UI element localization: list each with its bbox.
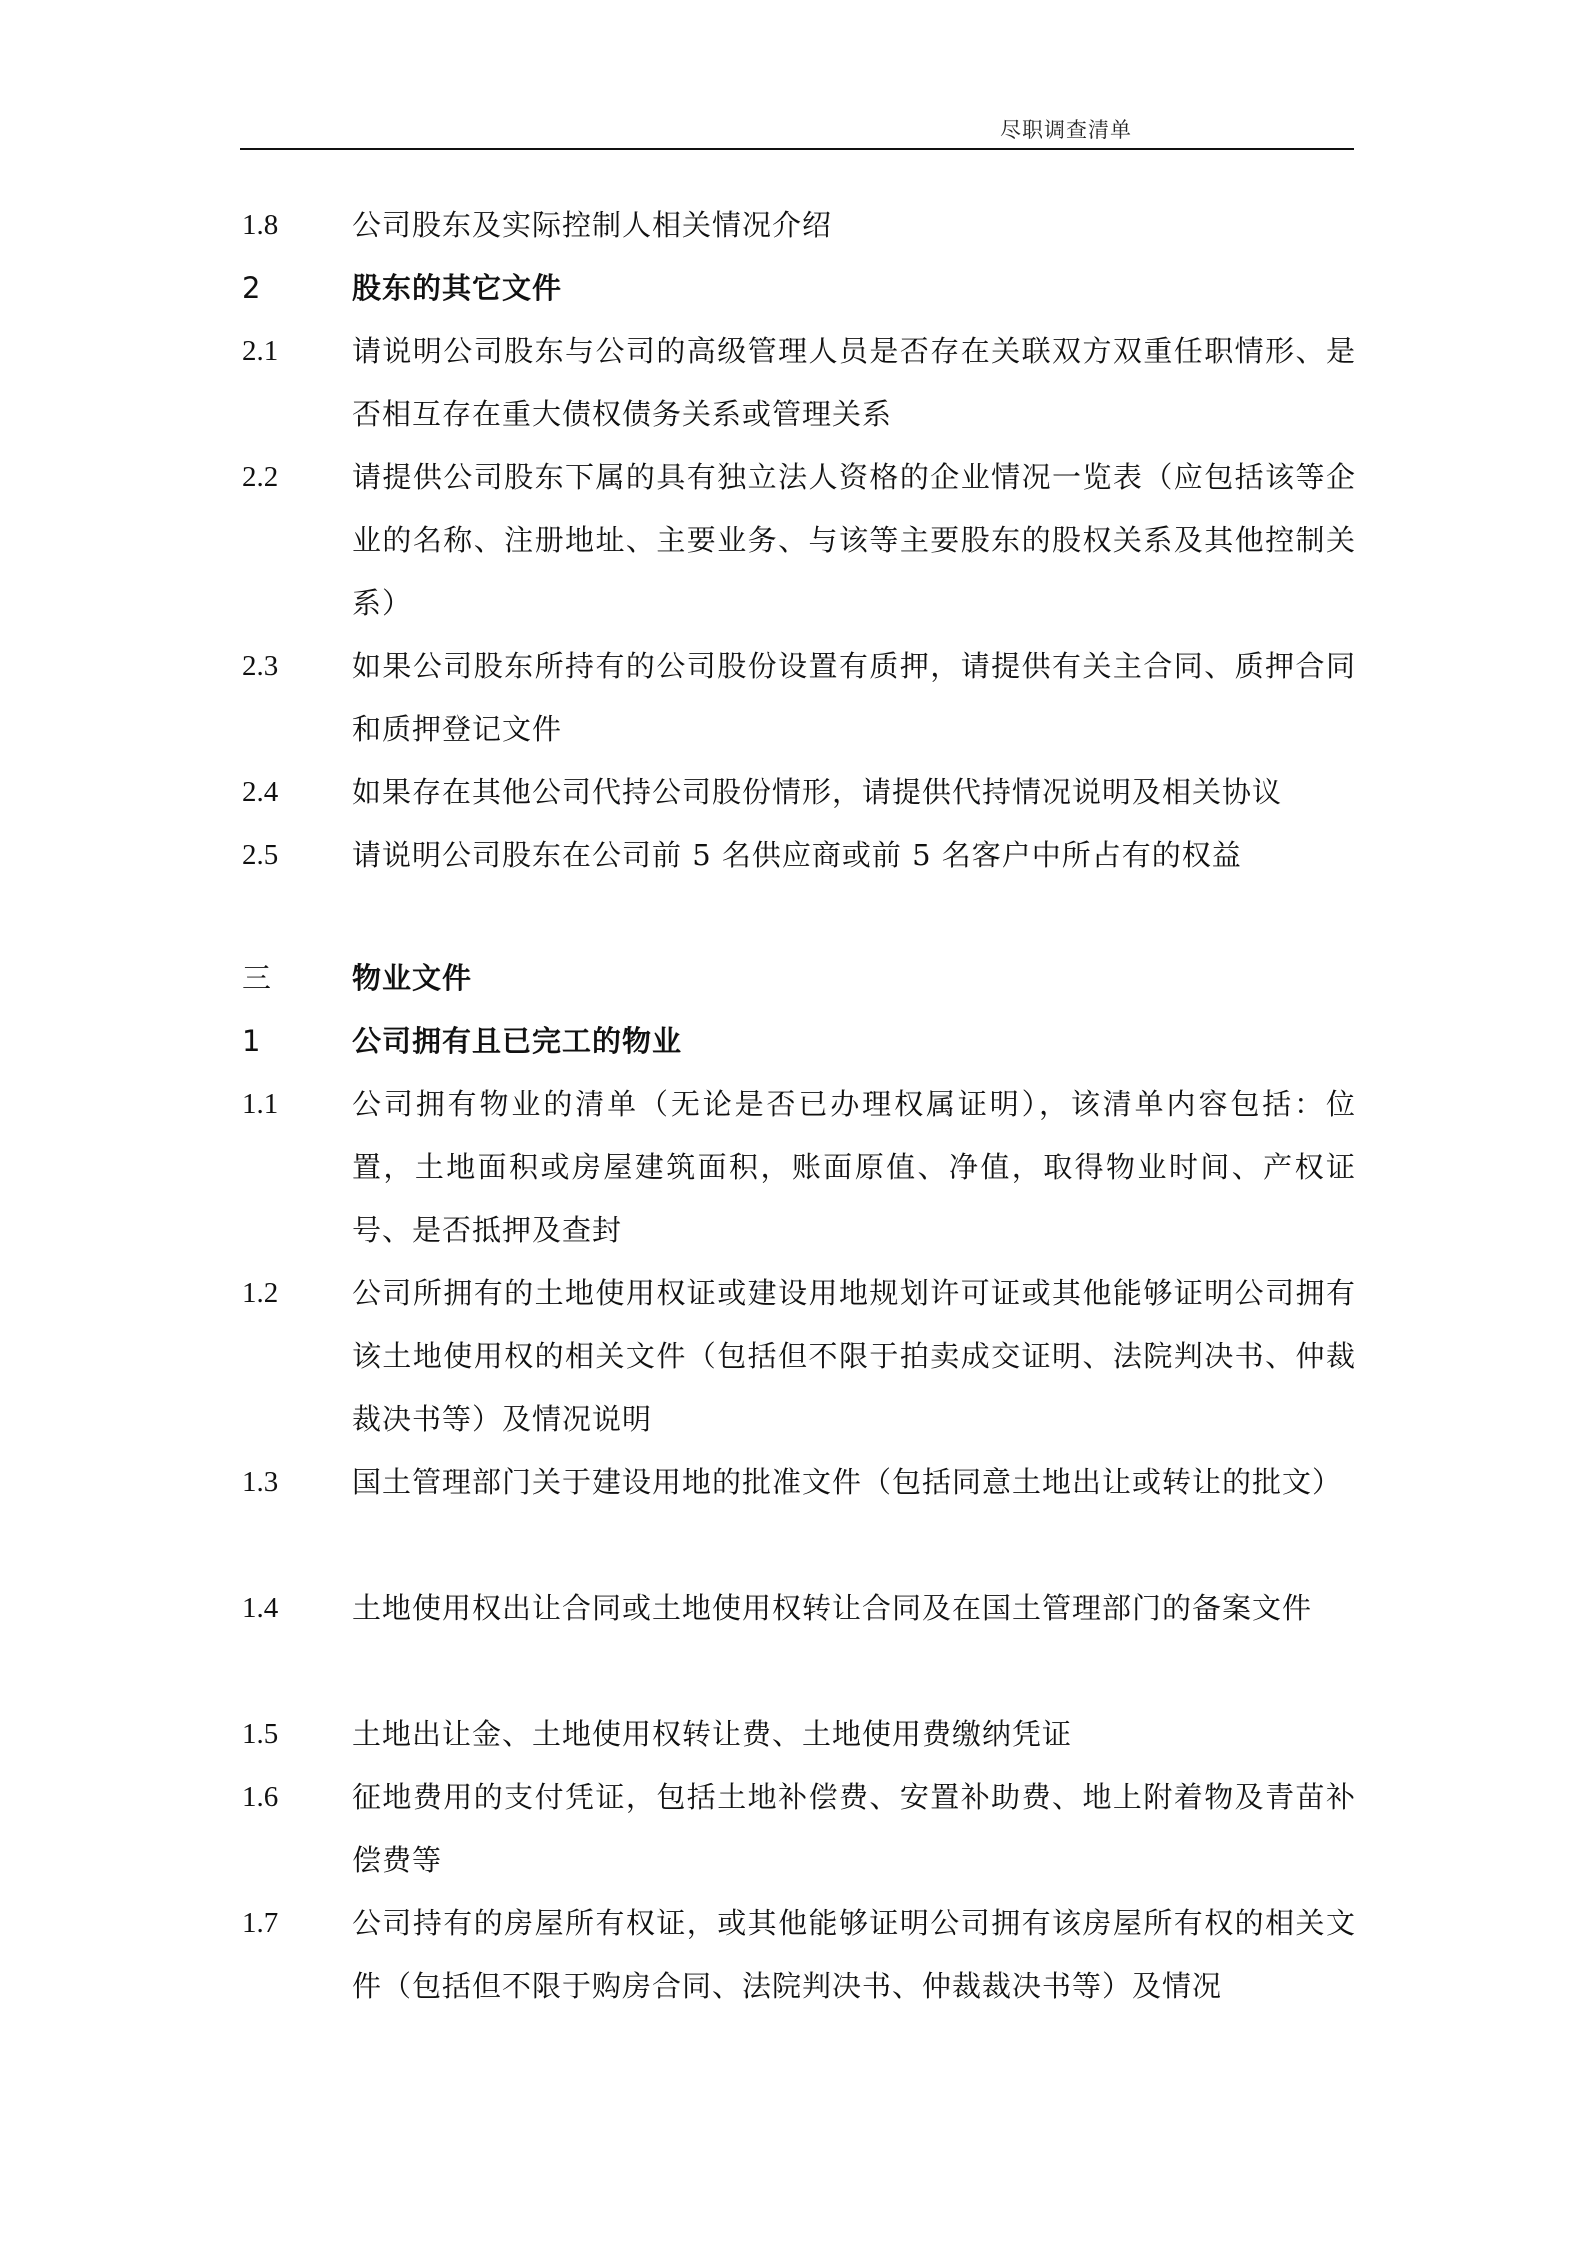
item-number: 1.8 bbox=[242, 209, 279, 241]
item-number: 2.5 bbox=[242, 839, 279, 871]
item-number: 1.4 bbox=[242, 1592, 279, 1624]
item-number: 1.2 bbox=[242, 1277, 279, 1309]
item-text: 如果公司股东所持有的公司股份设置有质押，请提供有关主合同、质押合同和质押登记文件 bbox=[352, 649, 1356, 746]
item-text: 土地使用权出让合同或土地使用权转让合同及在国土管理部门的备案文件 bbox=[352, 1591, 1313, 1625]
item-number: 1.3 bbox=[242, 1466, 279, 1498]
item-number: 2.3 bbox=[242, 650, 279, 682]
item-number: 2.4 bbox=[242, 776, 279, 808]
running-header bbox=[240, 112, 1354, 150]
header-title: 尽职调查清单 bbox=[1000, 118, 1132, 142]
item-text: 征地费用的支付凭证，包括土地补偿费、安置补助费、地上附着物及青苗补偿费等 bbox=[352, 1780, 1356, 1877]
item-text: 请说明公司股东与公司的高级管理人员是否存在关联双方双重任职情形、是否相互存在重大债权债务关系或管理关系 bbox=[352, 334, 1356, 431]
item-number: 2 bbox=[242, 271, 261, 305]
item-number: 1.5 bbox=[242, 1718, 279, 1750]
item-text: 公司拥有且已完工的物业 bbox=[352, 1024, 683, 1058]
item-number: 1.6 bbox=[242, 1781, 279, 1813]
item-text: 如果存在其他公司代持公司股份情形，请提供代持情况说明及相关协议 bbox=[352, 775, 1283, 809]
item-text: 请说明公司股东在公司前 5 名供应商或前 5 名客户中所占有的权益 bbox=[352, 838, 1242, 872]
item-number: 1.1 bbox=[242, 1088, 279, 1120]
item-number: 1.7 bbox=[242, 1907, 279, 1939]
item-text: 公司拥有物业的清单（无论是否已办理权属证明），该清单内容包括：位置，土地面积或房屋建筑面积，账面原值、净值，取得物业时间、产权证号、是否抵押及查封 bbox=[352, 1087, 1356, 1247]
item-text: 国土管理部门关于建设用地的批准文件（包括同意土地出让或转让的批文） bbox=[352, 1465, 1343, 1499]
item-text: 股东的其它文件 bbox=[352, 271, 563, 305]
item-text: 请提供公司股东下属的具有独立法人资格的企业情况一览表（应包括该等企业的名称、注册地址、主要业务、与该等主要股东的股权关系及其他控制关系） bbox=[352, 460, 1356, 620]
item-number: 2.1 bbox=[242, 335, 279, 367]
item-number: 2.2 bbox=[242, 461, 279, 493]
item-text: 公司股东及实际控制人相关情况介绍 bbox=[352, 208, 833, 242]
item-text: 公司持有的房屋所有权证，或其他能够证明公司拥有该房屋所有权的相关文件（包括但不限于购房合同、法院判决书、仲裁裁决书等）及情况 bbox=[352, 1906, 1356, 2003]
item-text: 公司所拥有的土地使用权证或建设用地规划许可证或其他能够证明公司拥有该土地使用权的相关文件（包括但不限于拍卖成交证明、法院判决书、仲裁裁决书等）及情况说明 bbox=[352, 1276, 1356, 1436]
item-number: 1 bbox=[242, 1024, 261, 1058]
item-number: 三 bbox=[242, 961, 272, 995]
item-text: 土地出让金、土地使用权转让费、土地使用费缴纳凭证 bbox=[352, 1717, 1073, 1751]
item-text: 物业文件 bbox=[352, 961, 473, 995]
